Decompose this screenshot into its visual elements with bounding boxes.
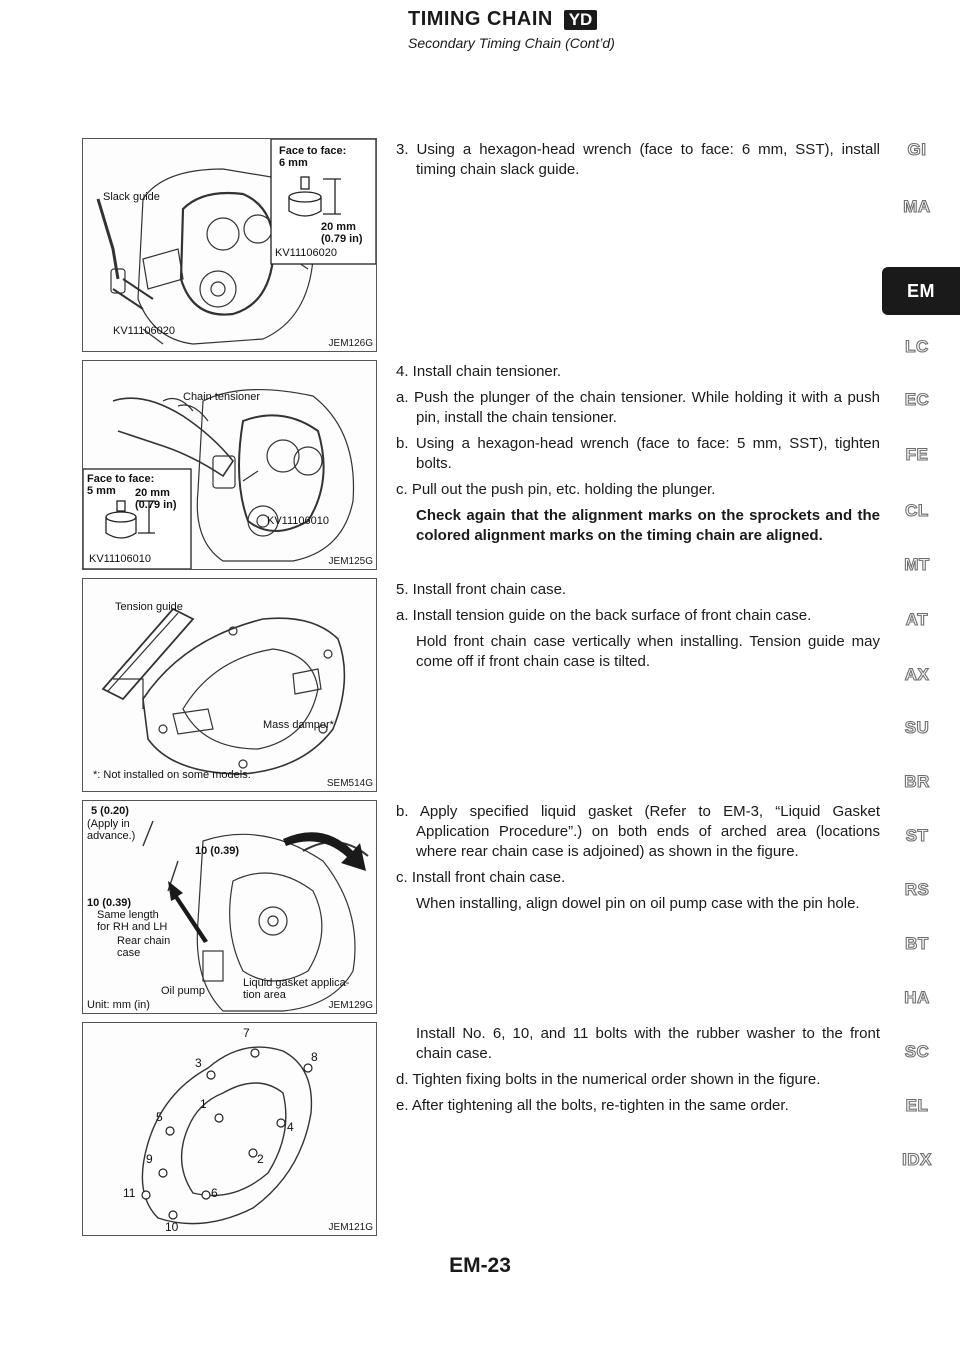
tab-st[interactable]: ST xyxy=(905,826,929,845)
bolt-number: 2 xyxy=(257,1152,264,1166)
rubber-washer-note: Install No. 6, 10, and 11 bolts with the rubber washer to the front chain case. xyxy=(416,1025,880,1062)
step-5a: a. Install tension guide on the back surface of front chain case. xyxy=(396,607,812,624)
figure-slack-guide xyxy=(82,138,377,352)
label-rear-case: Rear chain case xyxy=(117,935,171,959)
page-number: EM-23 xyxy=(449,1254,511,1277)
label-tool-right: KV11106010 xyxy=(267,515,329,527)
label-mass-damper: Mass damper* xyxy=(263,719,334,731)
step-e: e. After tightening all the bolts, re-tighten in the same order. xyxy=(396,1097,789,1114)
figure-code: JEM126G xyxy=(328,338,373,349)
step-c: c. Install front chain case. xyxy=(396,869,566,886)
step-4: 4. Install chain tensioner. xyxy=(396,363,562,380)
label-dim-mid: 10 (0.39) xyxy=(195,845,240,857)
bolt-number: 11 xyxy=(123,1186,136,1200)
label-dimension: 20 mm (0.79 in) xyxy=(135,487,177,511)
section-slack-guide xyxy=(396,140,880,186)
bolt-number: 7 xyxy=(243,1026,250,1040)
figure-code: SEM514G xyxy=(326,778,373,789)
step-d: d. Tighten fixing bolts in the numerical order shown in the figure. xyxy=(396,1071,821,1088)
tab-br[interactable]: BR xyxy=(904,772,930,791)
tab-sc[interactable]: SC xyxy=(904,1042,930,1061)
tab-cl[interactable]: CL xyxy=(905,501,929,520)
figure-tension-guide xyxy=(82,578,377,792)
tab-ax[interactable]: AX xyxy=(904,665,930,684)
label-slack-guide: Slack guide xyxy=(103,191,160,203)
figure-liquid-gasket xyxy=(82,800,377,1014)
figure-chain-tensioner xyxy=(82,360,377,570)
engine-badge: YD xyxy=(564,10,597,30)
label-face-to-face: Face to face: 5 mm xyxy=(87,473,155,497)
label-tool-bottom: KV11106020 xyxy=(113,325,175,337)
label-oil-pump: Oil pump xyxy=(161,985,206,997)
alignment-check-note: Check again that the alignment marks on the sprockets and the colored alignment marks on the timing chain are aligned. xyxy=(416,507,880,544)
bolt-number: 6 xyxy=(211,1186,218,1200)
label-unit: Unit: mm (in) xyxy=(87,999,150,1011)
tab-em[interactable]: EM xyxy=(882,267,960,315)
bolt-number: 5 xyxy=(156,1110,163,1124)
page-header xyxy=(408,8,888,78)
bolt-number: 1 xyxy=(200,1097,207,1111)
label-dim-top: 5 (0.20) xyxy=(91,805,129,817)
tab-rs[interactable]: RS xyxy=(904,880,930,899)
bolt-number: 4 xyxy=(287,1120,294,1134)
tab-el[interactable]: EL xyxy=(905,1096,929,1115)
label-apply: (Apply in advance.) xyxy=(87,818,136,842)
bolt-number: 9 xyxy=(146,1152,153,1166)
figure-code: JEM129G xyxy=(328,1000,373,1011)
label-footnote: *: Not installed on some models. xyxy=(93,769,251,781)
tab-ha[interactable]: HA xyxy=(904,988,930,1007)
section-chain-tensioner xyxy=(396,362,880,552)
bolt-number: 10 xyxy=(165,1220,179,1234)
tab-fe[interactable]: FE xyxy=(905,445,929,464)
label-dim-left: 10 (0.39) xyxy=(87,897,132,909)
label-tool-bottom: KV11106010 xyxy=(89,553,151,565)
tab-lc[interactable]: LC xyxy=(905,337,929,356)
label-same-length: Same length for RH and LH xyxy=(97,909,168,933)
label-tool-top: KV11106020 xyxy=(275,247,337,259)
tab-idx[interactable]: IDX xyxy=(902,1150,932,1169)
tension-guide-note: Hold front chain case vertically when installing. Tension guide may come off if front chain case is tilted. xyxy=(416,633,880,670)
section-front-chain-case xyxy=(396,580,880,678)
figure-bolt-order xyxy=(82,1022,377,1236)
step-b: b. Apply specified liquid gasket (Refer to EM-3, “Liquid Gasket Application Procedure”.) on both ends of arched area (locations where rear chain case is adjoined) as shown in the figure. xyxy=(396,803,880,860)
label-face-to-face: Face to face: 6 mm xyxy=(279,145,347,169)
label-tension-guide: Tension guide xyxy=(115,601,183,613)
section-bolt-order xyxy=(396,1024,880,1122)
step-4c: c. Pull out the push pin, etc. holding the plunger. xyxy=(396,481,716,498)
tab-bt[interactable]: BT xyxy=(905,934,929,953)
tab-su[interactable]: SU xyxy=(904,718,930,737)
figure-code: JEM125G xyxy=(328,556,373,567)
step-5: 5. Install front chain case. xyxy=(396,581,567,598)
step-4b: b. Using a hexagon-head wrench (face to face: 5 mm, SST), tighten bolts. xyxy=(396,435,880,472)
label-chain-tensioner: Chain tensioner xyxy=(183,391,261,403)
tab-ec[interactable]: EC xyxy=(904,390,930,409)
section-tabs xyxy=(882,140,960,1169)
tab-ma[interactable]: MA xyxy=(903,197,931,216)
dowel-pin-note: When installing, align dowel pin on oil pump case with the pin hole. xyxy=(416,895,860,912)
page-subtitle: Secondary Timing Chain (Cont’d) xyxy=(408,35,615,51)
bolt-number: 3 xyxy=(195,1056,202,1070)
page-title: TIMING CHAIN xyxy=(408,8,553,30)
bolt-order-illustration xyxy=(83,1023,376,1235)
label-dimension: 20 mm (0.79 in) xyxy=(321,221,363,245)
tab-at[interactable]: AT xyxy=(905,610,929,629)
step-4a: a. Push the plunger of the chain tensioner. While holding it with a push pin, install the chain tensioner. xyxy=(396,389,880,426)
slack-guide-illustration xyxy=(83,139,376,351)
tab-gi[interactable]: GI xyxy=(907,140,927,159)
bolt-number: 8 xyxy=(311,1050,318,1064)
section-liquid-gasket xyxy=(396,802,880,920)
figure-code: JEM121G xyxy=(328,1222,373,1233)
tab-mt[interactable]: MT xyxy=(904,555,930,574)
label-gasket-area: Liquid gasket applica- tion area xyxy=(243,977,350,1001)
step-3: 3. Using a hexagon-head wrench (face to face: 6 mm, SST), install timing chain slack guide. xyxy=(396,141,880,178)
